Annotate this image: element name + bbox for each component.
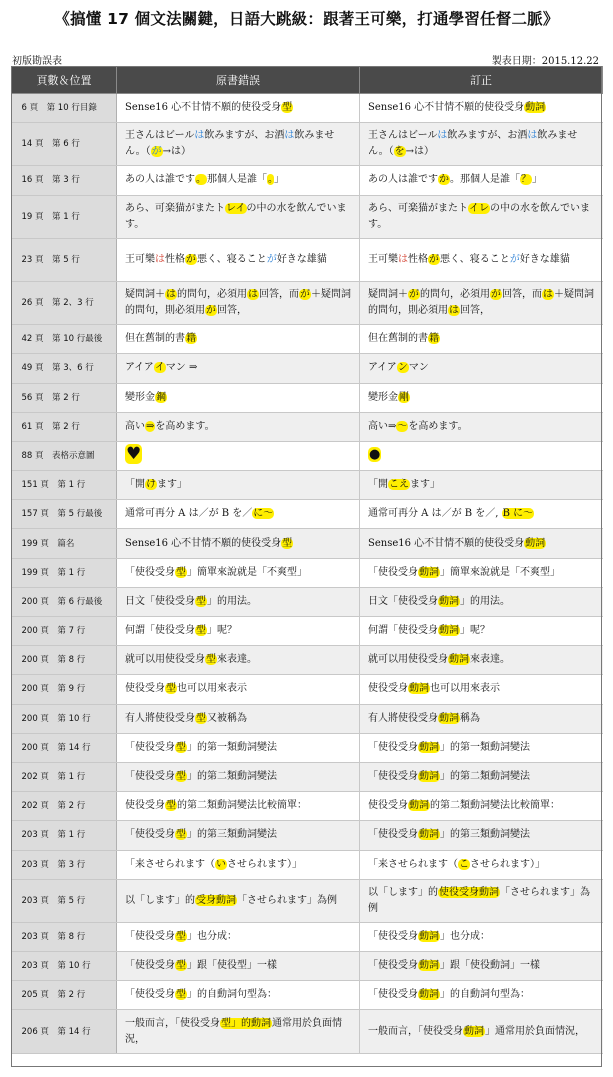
- table-row: [12, 762, 603, 791]
- table-row: [12, 733, 603, 762]
- cell-correction: 日文「使役受身動詞」的用法。: [360, 587, 603, 616]
- cell-location: 23 頁 第 5 行: [12, 238, 117, 281]
- cell-original: 「使役受身型」的第一類動詞變法: [117, 733, 360, 762]
- cell-correction: 「使役受身動詞」的第一類動詞變法: [360, 733, 603, 762]
- cell-original: 日文「使役受身型」的用法。: [117, 587, 360, 616]
- cell-correction: 有人將使役受身動詞稱為: [360, 704, 603, 733]
- cell-correction: [360, 441, 603, 470]
- cell-original: 疑問詞＋は的問句，必須用は回答，而が＋疑問詞的問句，則必須用が回答，: [117, 281, 360, 324]
- cell-original: Sense16 心不甘情不願的使役受身型: [117, 94, 360, 123]
- cell-correction: 王可樂は性格が悪く、寝ることが好きな雄貓: [360, 238, 603, 281]
- cell-correction: あら、可楽猫がまたトイレの中の水を飲んでいます。: [360, 195, 603, 238]
- cell-correction: 一般而言，「使役受身動詞」通常用於負面情況，: [360, 1010, 603, 1053]
- cell-location: 203 頁 第 1 行: [12, 821, 117, 850]
- cell-correction: アイアンマン: [360, 354, 603, 383]
- cell-location: 49 頁 第 3、6 行: [12, 354, 117, 383]
- cell-original: 「使役受身型」的第三類動詞變法: [117, 821, 360, 850]
- cell-original: 「使役受身型」的第二類動詞變法: [117, 762, 360, 791]
- table-row: [12, 441, 603, 470]
- cell-correction: 使役受身動詞的第二類動詞變法比較簡單：: [360, 792, 603, 821]
- cell-correction: あの人は誰ですか。那個人是誰「？」: [360, 166, 603, 195]
- heart-icon: ♥: [126, 444, 142, 465]
- cell-location: 19 頁 第 1 行: [12, 195, 117, 238]
- cell-correction: Sense16 心不甘情不願的使役受身動詞: [360, 529, 603, 558]
- cell-correction: 高い⇒〜を高めます。: [360, 412, 603, 441]
- cell-location: 157 頁 第 5 行最後: [12, 500, 117, 529]
- table-row: [12, 383, 603, 412]
- cell-correction: 以「します」的使役受身動詞「させられます」為例: [360, 879, 603, 922]
- cell-original: 「使役受身型」跟「使役型」一樣: [117, 952, 360, 981]
- cell-correction: 使役受身動詞也可以用來表示: [360, 675, 603, 704]
- cell-original: 王可樂は性格が悪く、寝ることが好きな雄貓: [117, 238, 360, 281]
- cell-location: 206 頁 第 14 行: [12, 1010, 117, 1053]
- cell-correction: 疑問詞＋が的問句，必須用が回答，而は＋疑問詞的問句，則必須用は回答，: [360, 281, 603, 324]
- table-row: [12, 587, 603, 616]
- cell-location: 205 頁 第 2 行: [12, 981, 117, 1010]
- cell-correction: 「来させられます（こさせられます）」: [360, 850, 603, 879]
- cell-location: 56 頁 第 2 行: [12, 383, 117, 412]
- cell-location: 151 頁 第 1 行: [12, 471, 117, 500]
- table-row: [12, 675, 603, 704]
- cell-location: 14 頁 第 6 行: [12, 123, 117, 166]
- table-row: [12, 850, 603, 879]
- cell-original: 「使役受身型」也分成：: [117, 922, 360, 951]
- cell-original: 「使役受身型」的自動詞句型為：: [117, 981, 360, 1010]
- cell-correction: 「使役受身動詞」也分成：: [360, 922, 603, 951]
- cell-original: 有人將使役受身型又被稱為: [117, 704, 360, 733]
- cell-location: 200 頁 第 6 行最後: [12, 587, 117, 616]
- cell-location: 200 頁 第 9 行: [12, 675, 117, 704]
- table-row: [12, 529, 603, 558]
- cell-original: 使役受身型的第二類動詞變法比較簡單：: [117, 792, 360, 821]
- table-row: [12, 123, 603, 166]
- table-row: [12, 617, 603, 646]
- cell-location: 199 頁 篇名: [12, 529, 117, 558]
- cell-correction: 何謂「使役受身動詞」呢？: [360, 617, 603, 646]
- table-row: [12, 1010, 603, 1053]
- cell-location: 16 頁 第 3 行: [12, 166, 117, 195]
- cell-original: 但在舊制的書籍: [117, 325, 360, 354]
- cell-correction: 「使役受身動詞」的第二類動詞變法: [360, 762, 603, 791]
- table-row: [12, 500, 603, 529]
- cell-original: 高い⇒を高めます。: [117, 412, 360, 441]
- cell-location: 203 頁 第 5 行: [12, 879, 117, 922]
- table-row: [12, 166, 603, 195]
- table-row: [12, 879, 603, 922]
- table-row: [12, 922, 603, 951]
- table-header-row: [12, 67, 603, 94]
- table-row: [12, 792, 603, 821]
- cell-original: アイアイマン ⇒: [117, 354, 360, 383]
- cell-original: 以「します」的受身動詞「させられます」為例: [117, 879, 360, 922]
- cell-correction: 「使役受身動詞」簡單來說就是「不爽型」: [360, 558, 603, 587]
- cell-original: 使役受身型也可以用來表示: [117, 675, 360, 704]
- cell-location: 26 頁 第 2、3 行: [12, 281, 117, 324]
- cell-location: 202 頁 第 2 行: [12, 792, 117, 821]
- cell-location: 200 頁 第 8 行: [12, 646, 117, 675]
- table-row: [12, 952, 603, 981]
- dot-icon: ●: [369, 447, 381, 463]
- edition-note: 初版勘誤表: [12, 56, 62, 67]
- cell-original: 何謂「使役受身型」呢？: [117, 617, 360, 646]
- cell-original: 「来させられます（いさせられます）」: [117, 850, 360, 879]
- cell-correction: 就可以用使役受身動詞來表達。: [360, 646, 603, 675]
- cell-original: 「開けます」: [117, 471, 360, 500]
- cell-original: [117, 441, 360, 470]
- table-row: [12, 704, 603, 733]
- cell-location: 200 頁 第 14 行: [12, 733, 117, 762]
- cell-correction: 王さんはビールは飲みますが、お酒は飲みません。（を→は）: [360, 123, 603, 166]
- cell-correction: 通常可再分 A は／が B を／, B に〜: [360, 500, 603, 529]
- cell-correction: 「開こえます」: [360, 471, 603, 500]
- cell-original: 就可以用使役受身型來表達。: [117, 646, 360, 675]
- errata-table: [11, 66, 603, 1054]
- document-title: 《搞懂 17 個文法關鍵，日語大跳級：跟著王可樂，打通學習任督二脈》: [54, 10, 559, 28]
- table-row: [12, 94, 603, 123]
- cell-location: 6 頁 第 10 行目錄: [12, 94, 117, 123]
- cell-original: あら、可楽猫がまたトレイの中の水を飲んでいます。: [117, 195, 360, 238]
- cell-correction: Sense16 心不甘情不願的使役受身動詞: [360, 94, 603, 123]
- table-row: [12, 412, 603, 441]
- table-row: [12, 981, 603, 1010]
- header-location: 頁數＆位置: [12, 67, 117, 94]
- cell-original: 變形金鋼: [117, 383, 360, 412]
- cell-original: あの人は誰です。那個人是誰「。」: [117, 166, 360, 195]
- cell-original: 王さんはビールは飲みますが、お酒は飲みません。（が→は）: [117, 123, 360, 166]
- cell-location: 199 頁 第 1 行: [12, 558, 117, 587]
- cell-original: 一般而言，「使役受身型」的動詞通常用於負面情況，: [117, 1010, 360, 1053]
- table-row: [12, 821, 603, 850]
- cell-correction: 「使役受身動詞」的第三類動詞變法: [360, 821, 603, 850]
- cell-location: 203 頁 第 3 行: [12, 850, 117, 879]
- table-row: [12, 646, 603, 675]
- table-row: [12, 281, 603, 324]
- date-label: 製表日期：2015.12.22: [491, 56, 599, 67]
- table-row: [12, 238, 603, 281]
- cell-location: 202 頁 第 1 行: [12, 762, 117, 791]
- header-original: 原書錯誤: [117, 67, 360, 94]
- cell-location: 203 頁 第 8 行: [12, 922, 117, 951]
- cell-location: 61 頁 第 2 行: [12, 412, 117, 441]
- table-row: [12, 558, 603, 587]
- cell-location: 203 頁 第 10 行: [12, 952, 117, 981]
- table-row: [12, 471, 603, 500]
- cell-original: Sense16 心不甘情不願的使役受身型: [117, 529, 360, 558]
- cell-location: 200 頁 第 10 行: [12, 704, 117, 733]
- table-row: [12, 195, 603, 238]
- table-row: [12, 325, 603, 354]
- cell-correction: 「使役受身動詞」跟「使役動詞」一樣: [360, 952, 603, 981]
- header-correction: 訂正: [360, 67, 603, 94]
- cell-location: 42 頁 第 10 行最後: [12, 325, 117, 354]
- cell-correction: 變形金剛: [360, 383, 603, 412]
- cell-correction: 但在舊制的書籍: [360, 325, 603, 354]
- cell-correction: 「使役受身動詞」的自動詞句型為：: [360, 981, 603, 1010]
- cell-location: 200 頁 第 7 行: [12, 617, 117, 646]
- cell-original: 通常可再分 A は／が B を／に〜: [117, 500, 360, 529]
- cell-location: 88 頁 表格示意圖: [12, 441, 117, 470]
- cell-original: 「使役受身型」簡單來說就是「不爽型」: [117, 558, 360, 587]
- table-row: [12, 354, 603, 383]
